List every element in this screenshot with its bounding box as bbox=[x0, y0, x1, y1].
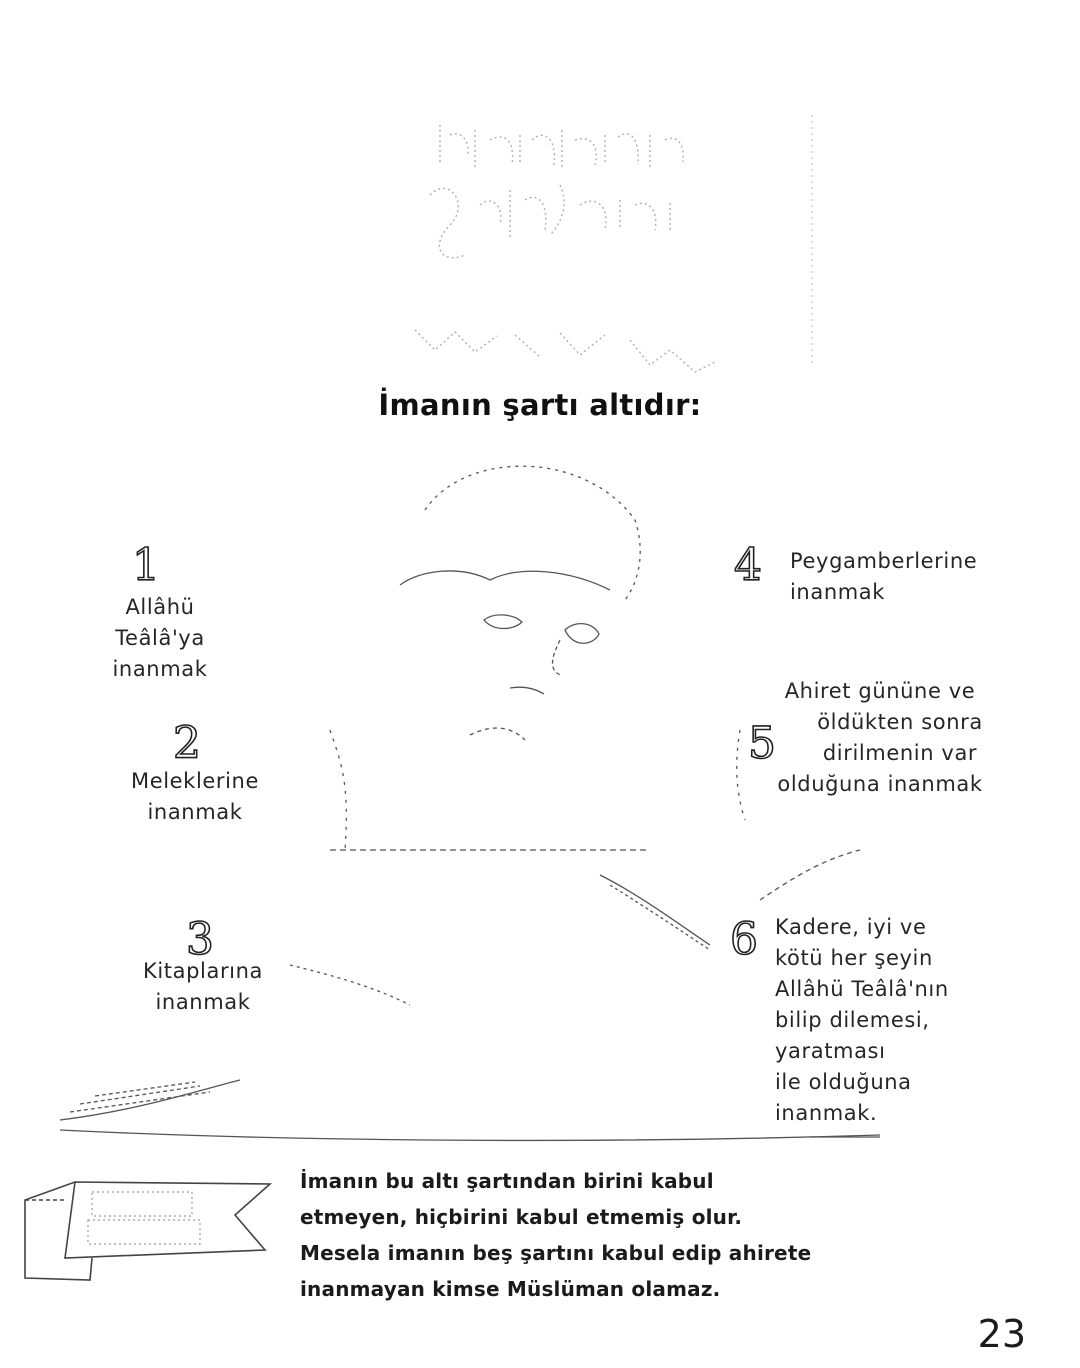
condition-number-3: 3 bbox=[186, 914, 214, 965]
title-banner-art bbox=[300, 95, 820, 395]
note-text: İmanın bu altı şartından birini kabul etmeyen, hiçbirini kabul etmemiş olur. Mesela imanın beş şartını kabul edip ahirete inanmayan kimse Müslüman olamaz. bbox=[300, 1169, 812, 1301]
condition-text-4: Peygamberlerine inanmak bbox=[790, 549, 978, 604]
condition-number-4: 4 bbox=[734, 540, 762, 591]
condition-number-1: 1 bbox=[132, 540, 160, 591]
page-subtitle: İmanın şartı altıdır: bbox=[378, 388, 702, 422]
note-ribbon-badge bbox=[20, 1170, 280, 1290]
condition-text-3: Kitaplarına inanmak bbox=[143, 959, 263, 1014]
page-number: 23 bbox=[977, 1312, 1026, 1356]
condition-number-5: 5 bbox=[748, 718, 776, 769]
condition-number-2: 2 bbox=[173, 718, 201, 769]
condition-text-6: Kadere, iyi ve kötü her şeyin Allâhü Teâlâ'nın bilip dilemesi, yaratması ile olduğuna inanmak. bbox=[775, 915, 949, 1125]
condition-text-1: Allâhü Teâlâ'ya inanmak bbox=[112, 595, 208, 681]
condition-number-6: 6 bbox=[730, 914, 758, 965]
condition-text-5: Ahiret gününe ve öldükten sonra dirilmenin var olduğuna inanmak bbox=[777, 679, 983, 796]
condition-text-2: Meleklerine inanmak bbox=[130, 769, 259, 824]
